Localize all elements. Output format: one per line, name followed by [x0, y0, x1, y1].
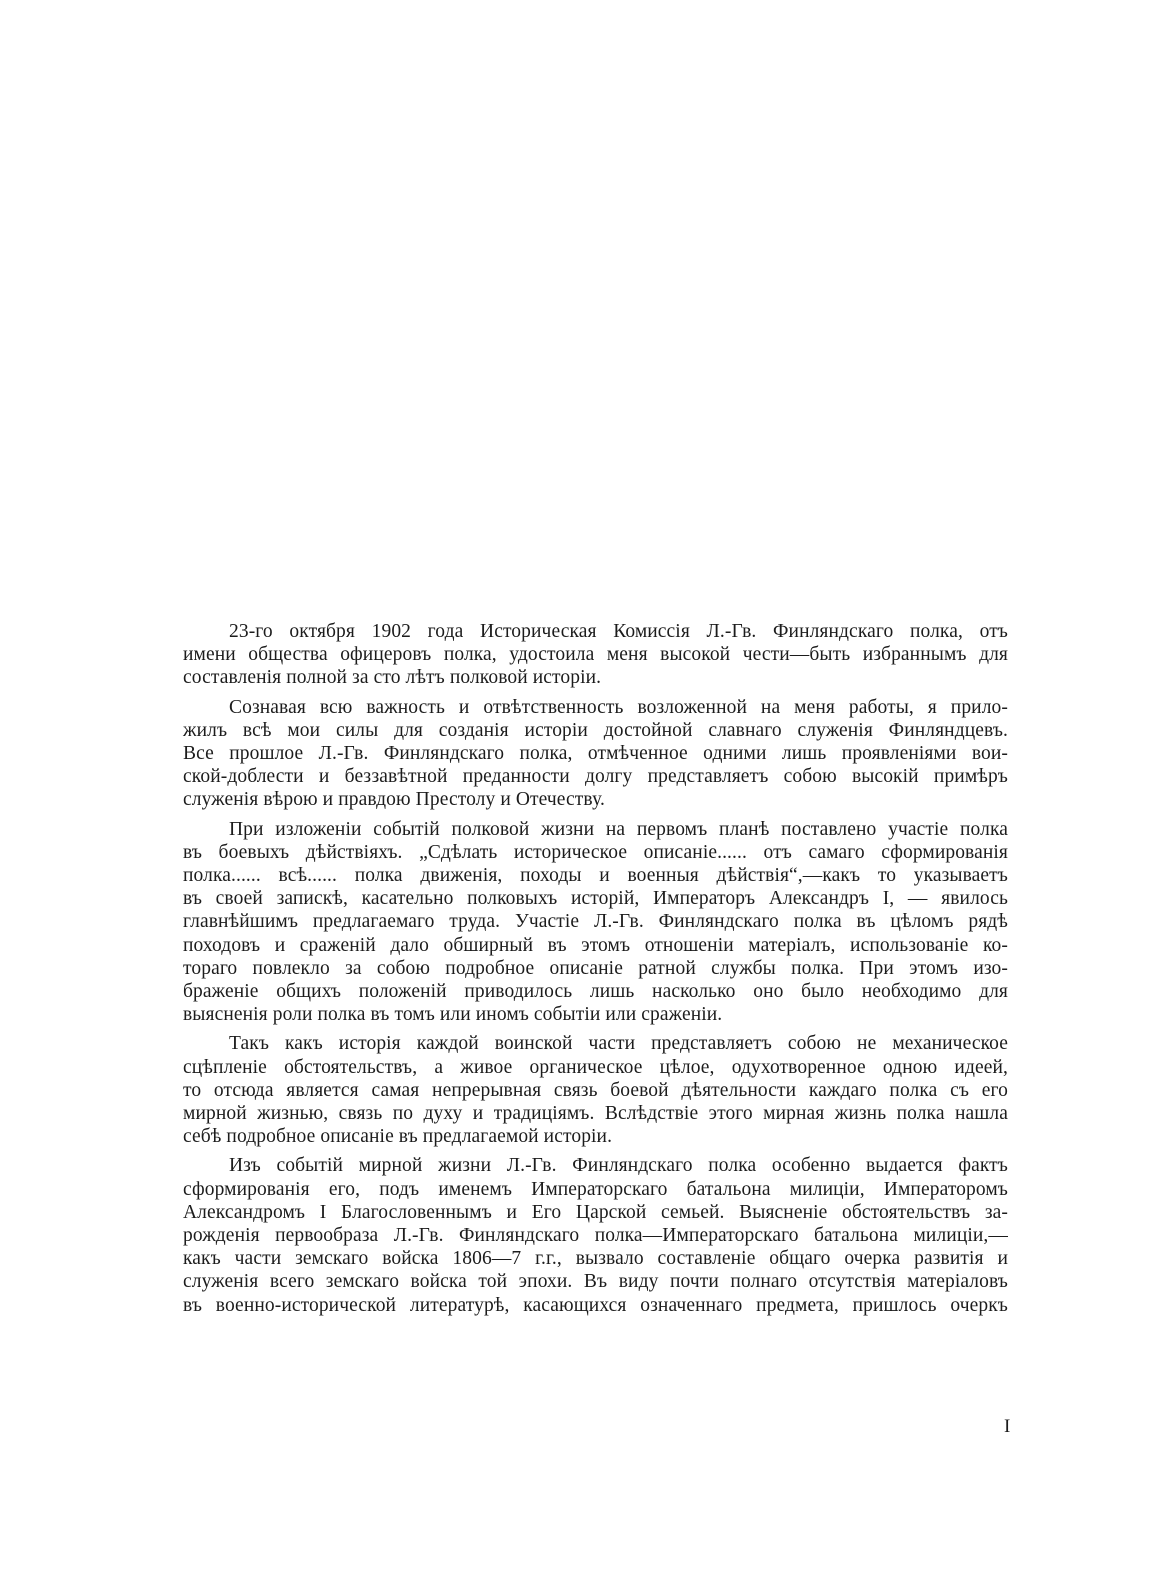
text-line: себѣ подробное описаніе въ предлагаемой исторіи. — [183, 1126, 613, 1148]
paragraph-5 — [183, 1154, 1008, 1316]
text-line: служенія всего земскаго войска той эпохи. Въ виду почти полнаго отсутствія матеріаловъ — [183, 1271, 1008, 1293]
text-line: тораго повлекло за собою подробное описаніе ратной службы полка. При этомъ изо- — [183, 957, 1008, 979]
text-line: походовъ и сраженій дало обширный въ этомъ отношеніи матеріалъ, использованіе ко- — [183, 934, 1008, 956]
text-line: сформированія его, подъ именемъ Императорскаго батальона милиціи, Императоромъ — [183, 1178, 1008, 1200]
text-line: составленія полной за сто лѣтъ полковой исторіи. — [183, 667, 602, 689]
text-line: Александромъ I Благословеннымъ и Его Царской семьей. Выясненіе обстоятельствъ за- — [183, 1201, 1008, 1223]
text-line: полка...... всѣ...... полка движенія, походы и военныя дѣйствія“,—какъ то указываетъ — [183, 865, 1008, 887]
text-line: Изъ событій мирной жизни Л.-Гв. Финляндскаго полка особенно выдается фактъ — [229, 1155, 1008, 1177]
paragraph-2 — [183, 696, 1008, 812]
paragraph-1 — [183, 620, 1008, 690]
text-line: какъ части земскаго войска 1806—7 г.г., вызвало составленіе общаго очерка развитія и — [183, 1248, 1008, 1270]
text-line: въ боевыхъ дѣйствіяхъ. „Сдѣлать историческое описаніе...... отъ самаго сформированія — [183, 841, 1008, 863]
text-line: жилъ всѣ мои силы для созданія исторіи достойной славнаго служенія Финляндцевъ. — [183, 719, 1008, 741]
paragraph-3 — [183, 818, 1008, 1027]
text-line: выясненія роли полка въ томъ или иномъ событіи или сраженіи. — [183, 1004, 723, 1026]
text-line: главнѣйшимъ предлагаемаго труда. Участіе Л.-Гв. Финляндскаго полка въ цѣломъ рядѣ — [183, 911, 1008, 933]
text-line: сцѣпленіе обстоятельствъ, а живое органическое цѣлое, одухотворенное одною идеей, — [183, 1056, 1008, 1078]
text-line: Все прошлое Л.-Гв. Финляндскаго полка, отмѣченное одними лишь проявленіями вои- — [183, 743, 1008, 765]
text-line: въ своей запискѣ, касательно полковыхъ исторій, Императоръ Александръ I, — явилось — [183, 888, 1008, 910]
text-line: служенія вѣрою и правдою Престолу и Отечеству. — [183, 789, 605, 811]
body-text — [183, 620, 1008, 1323]
text-line: въ военно-исторической литературѣ, касающихся означеннаго предмета, пришлось очеркъ — [183, 1294, 1008, 1316]
text-line: мирной жизнью, связь по духу и традиціямъ. Вслѣдствіе этого мирная жизнь полка нашла — [183, 1103, 1008, 1125]
paragraph-4 — [183, 1032, 1008, 1148]
page-number: I — [1004, 1416, 1011, 1437]
text-line: Такъ какъ исторія каждой воинской части представляетъ собою не механическое — [229, 1033, 1008, 1055]
text-line: ской-доблести и беззавѣтной преданности долгу представляетъ собою высокій примѣръ — [183, 766, 1008, 788]
text-line: При изложеніи событій полковой жизни на первомъ планѣ поставлено участіе полка — [229, 818, 1008, 840]
text-line: браженіе общихъ положеній приводилось лишь насколько оно было необходимо для — [183, 981, 1008, 1003]
text-line: Сознавая всю важность и отвѣтственность возложенной на меня работы, я прило- — [229, 696, 1008, 718]
text-line: имени общества офицеровъ полка, удостоила меня высокой чести—быть избраннымъ для — [183, 644, 1008, 666]
text-line: 23-го октября 1902 года Историческая Комиссія Л.-Гв. Финляндскаго полка, отъ — [229, 621, 1008, 642]
text-line: то отсюда является самая непрерывная связь боевой дѣятельности каждаго полка съ его — [183, 1079, 1008, 1101]
text-line: рожденія первообраза Л.-Гв. Финляндскаго полка—Императорскаго батальона милиціи,— — [183, 1225, 1008, 1247]
